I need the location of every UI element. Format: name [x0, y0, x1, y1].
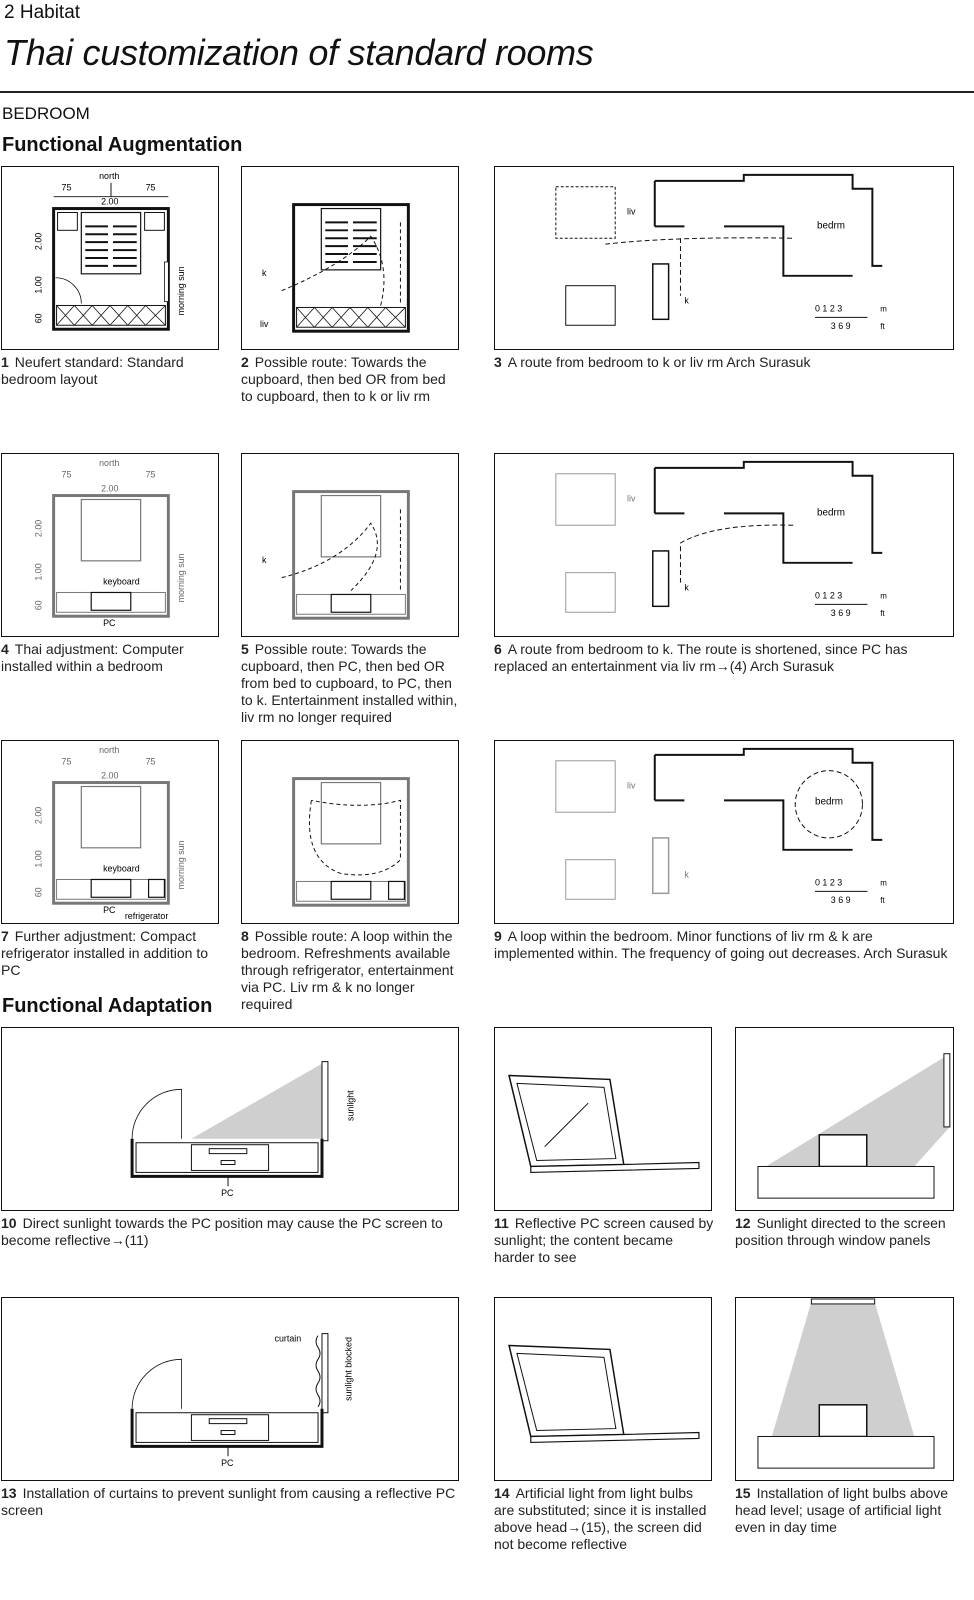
- k-label: k: [261, 267, 267, 278]
- dim-60-vertical: 60: [33, 600, 44, 611]
- apartment-plan-9: [495, 741, 953, 923]
- figure-3-plan: [494, 166, 954, 350]
- k-label-9: k: [684, 869, 689, 880]
- keyboard-label: keyboard: [103, 576, 140, 587]
- page-header: [4, 2, 80, 24]
- scale-m: 0 1 2 3: [815, 590, 843, 601]
- bedroom-plan-7: [2, 741, 218, 923]
- figure-13-diagram: [1, 1297, 459, 1481]
- caption-9: [494, 928, 954, 962]
- caption-2: [241, 354, 461, 405]
- liv-label: liv: [259, 319, 269, 330]
- liv-label-9: liv: [627, 780, 636, 791]
- figure-15-diagram: [735, 1297, 954, 1481]
- sunlight-section-12: [736, 1028, 953, 1210]
- caption-number: 11: [494, 1215, 509, 1231]
- scale-unit-m: m: [880, 304, 887, 314]
- morning-sun-label: morning sun: [176, 840, 187, 890]
- caption-text: Further adjustment: Compact refrigerator installed in addition to PC: [1, 928, 209, 978]
- caption-text: Possible route: Towards the cupboard, then bed OR from bed to cupboard, then to k or liv rm: [241, 354, 446, 404]
- dim-75-right: 75: [145, 182, 156, 193]
- pc-label-13: PC: [221, 1458, 234, 1469]
- caption-number: 12: [735, 1215, 751, 1231]
- caption-number: 1: [1, 354, 9, 370]
- dim-75-right: 75: [145, 756, 156, 767]
- figure-10-diagram: [1, 1027, 459, 1211]
- caption-7: [1, 928, 221, 979]
- caption-5: [241, 641, 461, 726]
- bedrm-label-9: bedrm: [815, 796, 843, 808]
- caption-text: Sunlight directed to the screen position through window panels: [735, 1215, 946, 1248]
- caption-number: 2: [241, 354, 249, 370]
- liv-label-6: liv: [627, 493, 636, 504]
- caption-number: 4: [1, 641, 9, 657]
- bedrm-label-6: bedrm: [816, 507, 845, 519]
- bedrm-label-3: bedrm: [816, 220, 845, 232]
- bedroom-route-plan-2: [242, 167, 458, 349]
- page-number: 2: [4, 2, 15, 23]
- caption-text: A route from bedroom to k. The route is shortened, since PC has replaced an entertainment via liv rm→(4) Arch Surasuk: [494, 641, 908, 674]
- curtain-plan-13: [2, 1298, 458, 1480]
- dim-200-vertical: 2.00: [33, 519, 44, 538]
- caption-text: Installation of curtains to prevent sunlight from causing a reflective PC screen: [1, 1485, 456, 1518]
- scale-m: 0 1 2 3: [815, 877, 843, 888]
- north-label: north: [99, 457, 120, 468]
- caption-text: Artificial light from light bulbs are substituted; since it is installed above head→(15), the screen did not become reflective: [494, 1485, 707, 1552]
- pc-label: PC: [103, 618, 116, 629]
- pc-label: PC: [103, 905, 116, 916]
- section-name: Habitat: [19, 2, 81, 23]
- figure-8-plan: [241, 740, 459, 924]
- subhead-augmentation: Functional Augmentation: [2, 134, 243, 156]
- dim-200: 2.00: [101, 196, 119, 207]
- caption-13: [1, 1485, 461, 1519]
- figure-14-diagram: [494, 1297, 712, 1481]
- caption-8: [241, 928, 461, 1013]
- caption-text: Reflective PC screen caused by sunlight; the content became harder to see: [494, 1215, 714, 1265]
- scale-unit-ft: ft: [880, 322, 885, 332]
- dim-75-left: 75: [61, 469, 72, 480]
- k-label-6: k: [684, 582, 689, 593]
- bedroom-plan-4: [2, 454, 218, 636]
- light-bulb-section-15: [736, 1298, 953, 1480]
- caption-number: 14: [494, 1485, 510, 1501]
- subhead-adaptation: Functional Adaptation: [2, 995, 213, 1017]
- caption-number: 13: [1, 1485, 17, 1501]
- sunlight-label: sunlight: [345, 1090, 356, 1121]
- sunlight-blocked-label: sunlight blocked: [343, 1337, 354, 1401]
- figure-2-plan: [241, 166, 459, 350]
- dim-200: 2.00: [101, 483, 119, 494]
- morning-sun-label: morning sun: [176, 553, 187, 603]
- k-label-5: k: [261, 554, 267, 565]
- sunlight-beam: [191, 1064, 322, 1139]
- bedroom-route-plan-5: [242, 454, 458, 636]
- scale-ft: 3 6 9: [830, 608, 851, 619]
- scale-m: 0 1 2 3: [815, 303, 843, 314]
- scale-unit-m: m: [880, 591, 887, 601]
- caption-text: A route from bedroom to k or liv rm Arch Surasuk: [507, 354, 811, 370]
- caption-14: [494, 1485, 714, 1553]
- k-label-3: k: [684, 295, 689, 306]
- page-title: Thai customization of standard rooms: [4, 32, 594, 73]
- north-label: north: [99, 744, 120, 755]
- caption-number: 5: [241, 641, 249, 657]
- figure-9-plan: [494, 740, 954, 924]
- caption-text: Installation of light bulbs above head level; usage of artificial light even in day time: [735, 1485, 949, 1535]
- dim-200: 2.00: [101, 770, 119, 781]
- dim-75-left: 75: [61, 756, 72, 767]
- bedroom-loop-plan-8: [242, 741, 458, 923]
- caption-4: [1, 641, 221, 675]
- caption-number: 15: [735, 1485, 751, 1501]
- dim-60-vertical: 60: [33, 313, 44, 324]
- scale-unit-ft: ft: [880, 609, 885, 619]
- caption-10: [1, 1215, 461, 1249]
- figure-12-diagram: [735, 1027, 954, 1211]
- room-label: BEDROOM: [2, 104, 90, 123]
- dim-100-vertical: 1.00: [33, 850, 44, 868]
- caption-number: 9: [494, 928, 502, 944]
- dim-75-right: 75: [145, 469, 156, 480]
- apartment-plan-3: [495, 167, 953, 349]
- figure-5-plan: [241, 453, 459, 637]
- morning-sun-label: morning sun: [176, 266, 187, 316]
- figure-11-diagram: [494, 1027, 712, 1211]
- caption-3: [494, 354, 954, 371]
- dim-200-vertical: 2.00: [33, 806, 44, 825]
- caption-number: 8: [241, 928, 249, 944]
- dim-100-vertical: 1.00: [33, 276, 44, 294]
- caption-12: [735, 1215, 955, 1249]
- laptop-clear-14: [495, 1298, 711, 1480]
- caption-text: Direct sunlight towards the PC position may cause the PC screen to become reflective→(11): [1, 1215, 443, 1248]
- dim-200-vertical: 2.00: [33, 232, 44, 251]
- caption-number: 7: [1, 928, 9, 944]
- caption-6: [494, 641, 954, 675]
- refrigerator-label: refrigerator: [124, 911, 169, 922]
- caption-text: Neufert standard: Standard bedroom layout: [1, 354, 184, 387]
- curtain-label: curtain: [274, 1333, 302, 1344]
- title-rule: [0, 91, 974, 93]
- figure-1-plan: [1, 166, 219, 350]
- caption-number: 6: [494, 641, 502, 657]
- caption-text: Possible route: A loop within the bedroom. Refreshments available through refrigerator, entertainment via PC. Liv rm & k no longer required: [241, 928, 454, 1012]
- figure-6-plan: [494, 453, 954, 637]
- caption-text: Thai adjustment: Computer installed within a bedroom: [1, 641, 184, 674]
- caption-1: [1, 354, 221, 388]
- keyboard-label: keyboard: [103, 863, 140, 874]
- scale-ft: 3 6 9: [830, 895, 851, 906]
- sunlight-plan-10: [2, 1028, 458, 1210]
- caption-number: 3: [494, 354, 502, 370]
- caption-11: [494, 1215, 714, 1266]
- apartment-plan-6: [495, 454, 953, 636]
- scale-unit-m: m: [880, 878, 887, 888]
- figure-7-plan: [1, 740, 219, 924]
- scale-ft: 3 6 9: [830, 321, 851, 332]
- dim-60-vertical: 60: [33, 887, 44, 898]
- figure-4-plan: [1, 453, 219, 637]
- caption-text: Possible route: Towards the cupboard, then PC, then bed OR from bed to cupboard, to PC, then to k. Entertainment installed within, liv rm no longer required: [241, 641, 458, 725]
- laptop-glare-11: [495, 1028, 711, 1210]
- dim-100-vertical: 1.00: [33, 563, 44, 581]
- caption-15: [735, 1485, 955, 1536]
- scale-unit-ft: ft: [880, 896, 885, 906]
- caption-text: A loop within the bedroom. Minor functions of liv rm & k are implemented within. The frequency of going out decreases. Arch Surasuk: [494, 928, 948, 961]
- bedroom-plan-1: [2, 167, 218, 349]
- pc-label-10: PC: [221, 1188, 234, 1199]
- north-label: north: [99, 170, 120, 181]
- caption-number: 10: [1, 1215, 17, 1231]
- liv-label-3: liv: [627, 206, 636, 217]
- dim-75-left: 75: [61, 182, 72, 193]
